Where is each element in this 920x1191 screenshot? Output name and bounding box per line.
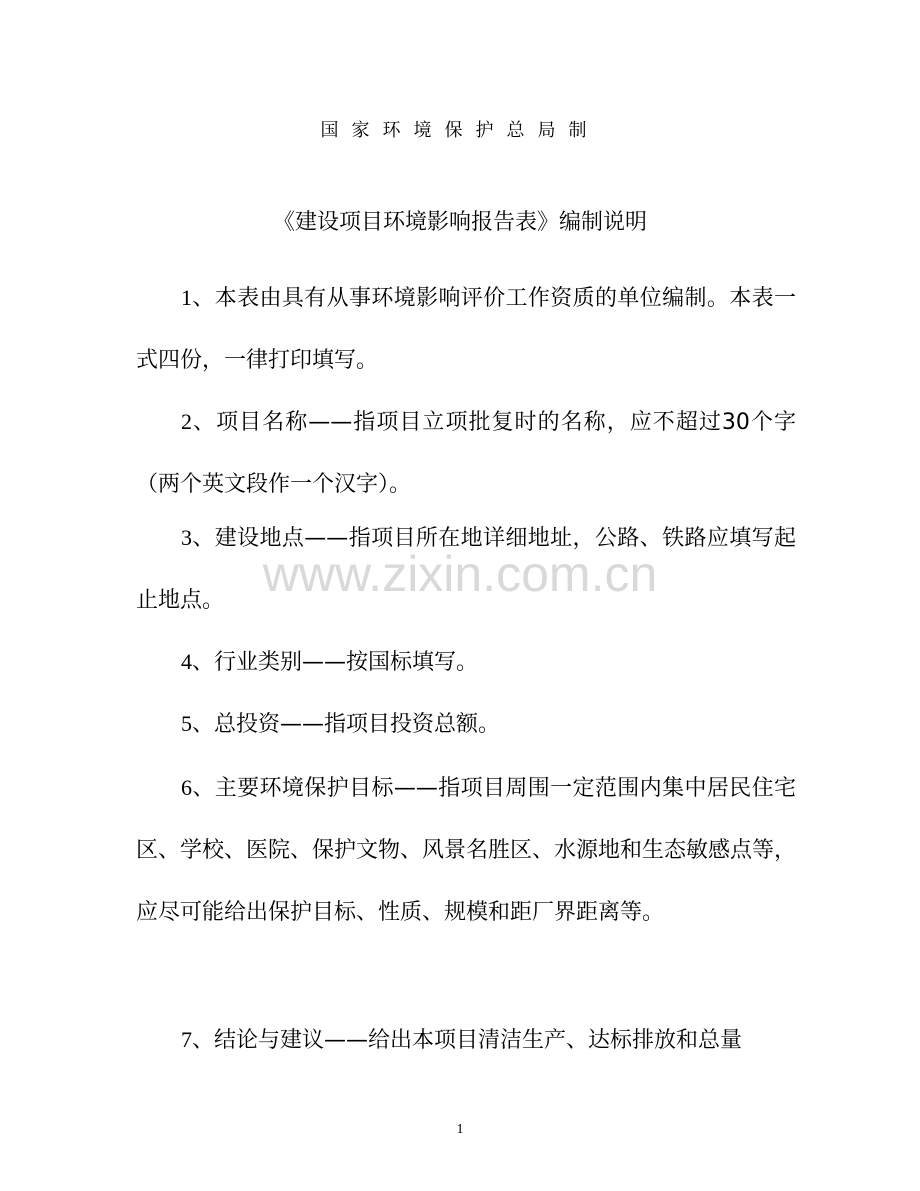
document-title: 《建设项目环境影响报告表》编制说明: [272, 210, 647, 235]
paragraph-number: 6: [181, 775, 192, 800]
paragraph-text: 、主要环境保护目标——指项目周围一定范围内集中居民住宅区、学校、医院、保护文物、风景名胜区、水源地和生态敏感点等，应尽可能给出保护目标、性质、规模和距厂界距离等。: [136, 776, 797, 925]
paragraph-7: [136, 1009, 796, 1072]
issuing-authority-header: 国家环境保护总局制: [320, 120, 600, 141]
paragraph-6: [136, 757, 796, 944]
paragraph-number: 4: [181, 649, 192, 674]
paragraph-text: 、结论与建议——给出本项目清洁生产、达标排放和总量: [192, 1028, 743, 1053]
watermark: www.zixin.com.cn: [262, 546, 658, 602]
paragraph-3: [136, 507, 796, 632]
paragraph-text: 、项目名称——指项目立项批复时的名称，应不超过30个字（两个英文段作一个汉字）。: [136, 410, 796, 497]
paragraph-2: [136, 391, 796, 516]
paragraph-number: 7: [181, 1027, 192, 1052]
paragraph-text: 、行业类别——按国标填写。: [192, 650, 479, 675]
page-number: 1: [456, 1122, 464, 1137]
paragraph-number: 5: [181, 711, 192, 736]
paragraph-5: [136, 693, 796, 756]
paragraph-text: 、建设地点——指项目所在地详细地址，公路、铁路应填写起止地点。: [136, 526, 796, 613]
paragraph-number: 3: [181, 525, 192, 550]
paragraph-text: 、本表由具有从事环境影响评价工作资质的单位编制。本表一式四份，一律打印填写。: [136, 286, 796, 373]
paragraph-text: 、总投资——指项目投资总额。: [192, 712, 501, 737]
paragraph-4: [136, 631, 796, 694]
paragraph-number: 2: [181, 409, 192, 434]
paragraph-number: 1: [181, 285, 192, 310]
paragraph-1: [136, 267, 796, 392]
